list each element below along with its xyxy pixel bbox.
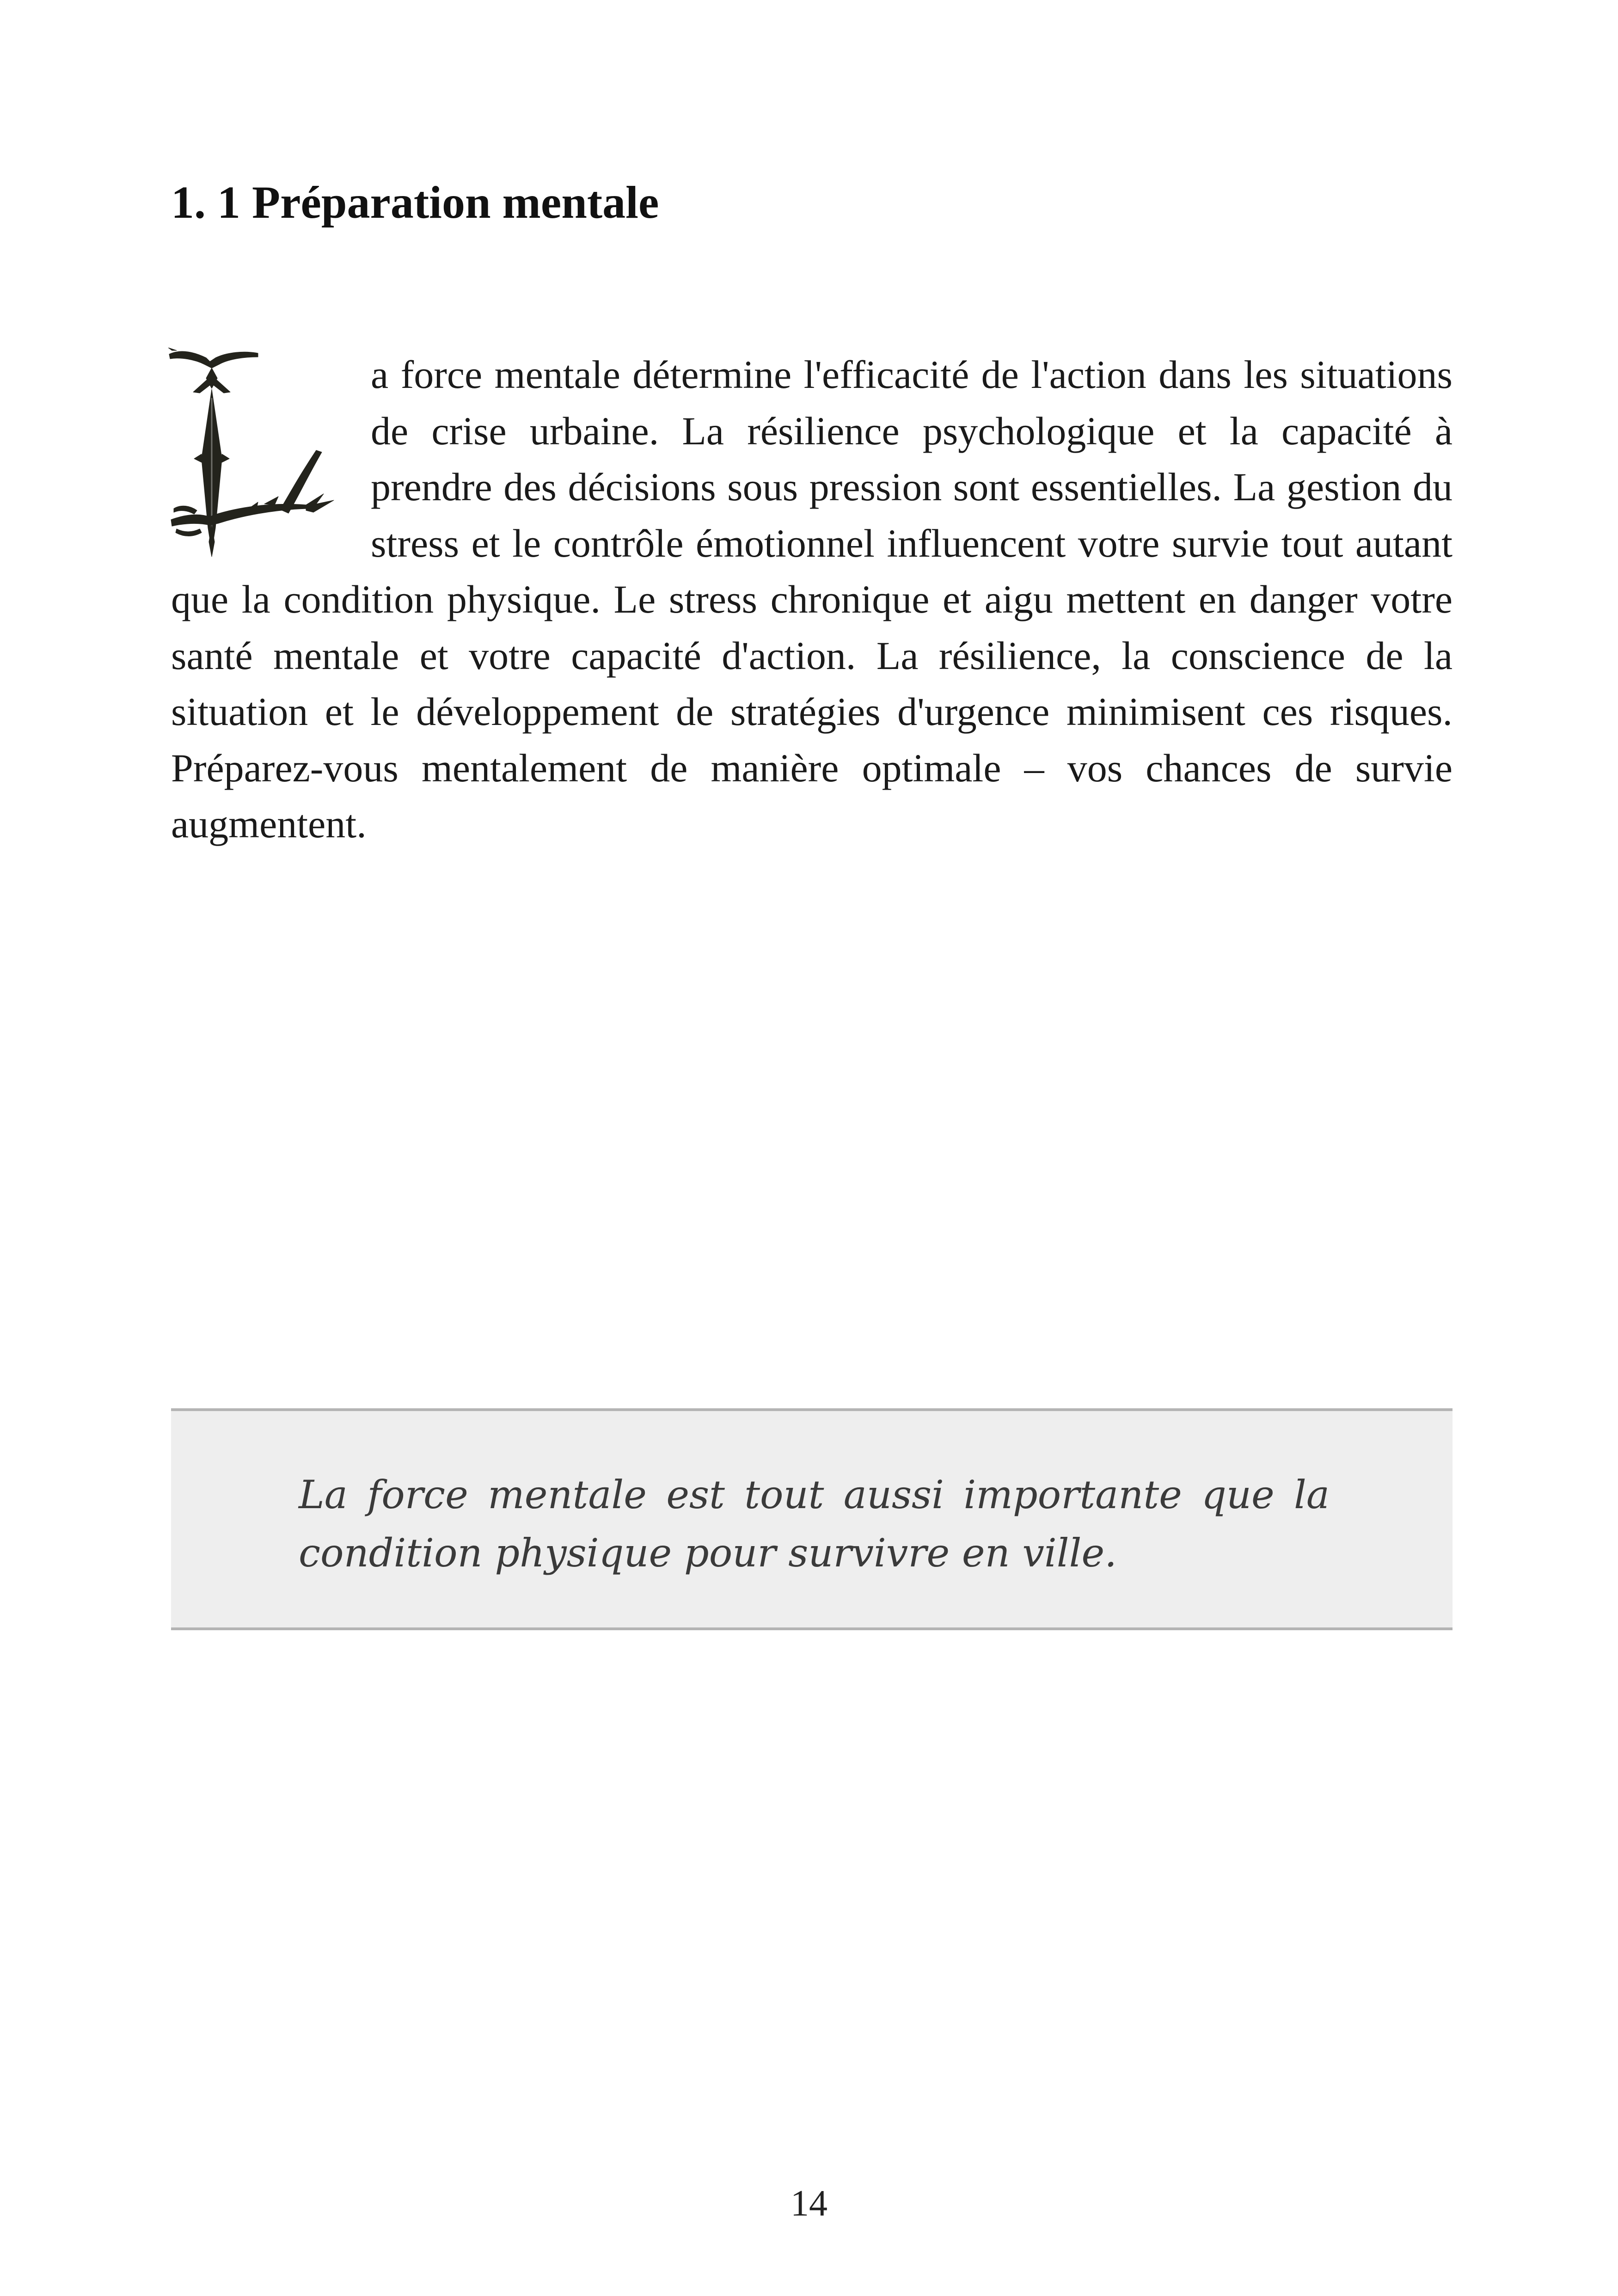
body-paragraph [171,347,1453,853]
paragraph-text: a force mentale détermine l'efficacité de l'action dans les situations de crise urbaine. La résilience psychologique et la capacité à prendre des décisions sous pression sont essentielles. La gestion du stress et le contrôle émotionnel influencent votre survie tout autant que la condition physique. Le stress chronique et aigu mettent en danger votre santé mentale et votre capacité d'action. La résilience, la conscience de la situation et le développement de stratégies d'urgence minimisent ces risques. Préparez-vous mentalement de manière optimale – vos chances de survie augmentent. [171,352,1453,846]
dropcap-space [171,347,371,571]
callout-text: La force mentale est tout aussi importante que la condition physique pour survivre en ville. [299,1472,1330,1576]
page-number: 14 [791,2183,827,2224]
callout-box [171,1408,1453,1630]
section-title: 1. 1 Préparation mentale [171,177,659,228]
